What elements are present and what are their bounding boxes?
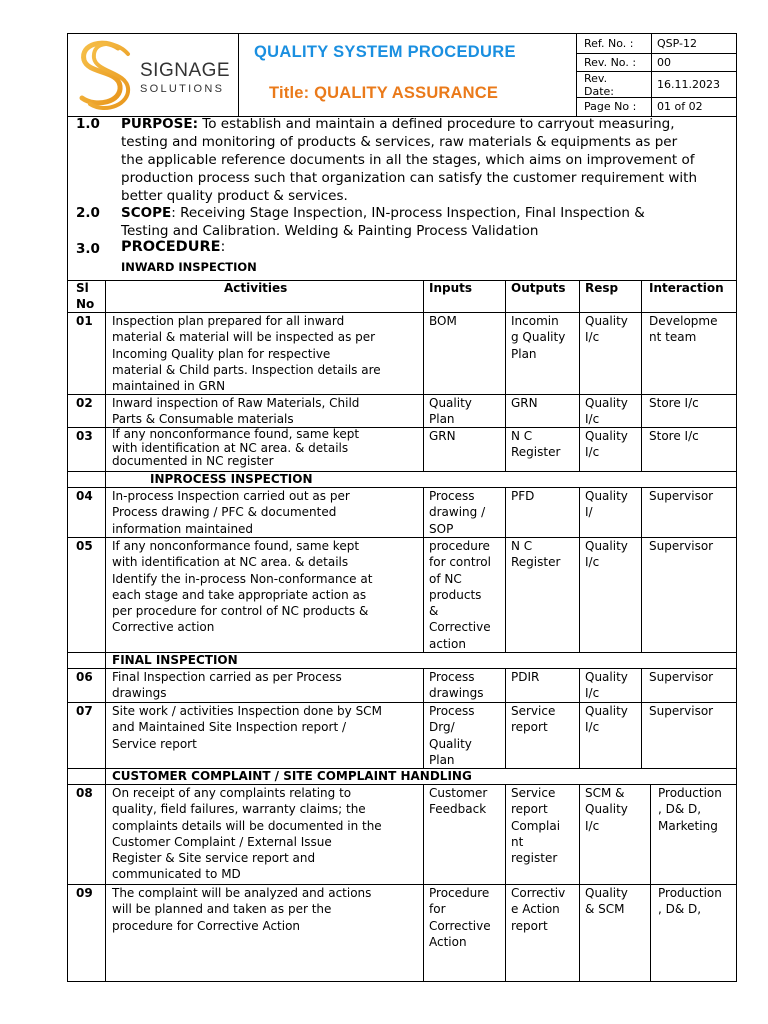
cell-line: with identification at NC area. & details: [112, 555, 349, 570]
cell-line: Production: [658, 886, 722, 900]
interaction-cell: [649, 395, 699, 411]
cell-line: Corrective: [429, 620, 491, 635]
cell-line: Service: [511, 704, 556, 718]
outputs-cell: [511, 669, 539, 685]
cell-line: g Quality: [511, 330, 566, 345]
inputs-cell: [429, 428, 456, 444]
cell-line: report: [511, 802, 548, 817]
purpose-section: [121, 115, 736, 205]
purpose-line: To establish and maintain a defined procedure to carryout measuring,: [202, 116, 675, 132]
cell-line: I/c: [585, 686, 600, 701]
interaction-cell: [649, 313, 717, 346]
cell-line: Supervisor: [649, 704, 714, 718]
rev-no-value: 00: [657, 56, 671, 69]
cell-line: Customer Complaint / External Issue: [112, 834, 332, 849]
logo-subtitle: SOLUTIONS: [140, 83, 225, 95]
cell-line: Quality: [585, 539, 628, 553]
activity-cell: [112, 885, 371, 934]
inputs-cell: [429, 669, 484, 702]
interaction-cell: [658, 885, 722, 918]
cell-line: Quality: [585, 886, 628, 900]
cell-line: Site work / activities Inspection done by SCM: [112, 704, 382, 718]
cell-line: I/c: [585, 330, 600, 345]
cell-line: GRN: [511, 396, 538, 410]
cell-line: drawing /: [429, 505, 486, 520]
cell-line: nt team: [649, 330, 697, 345]
interaction-cell: [649, 428, 699, 444]
cell-line: Supervisor: [649, 670, 714, 684]
page-no-value: 01 of 02: [657, 100, 703, 113]
col-header-activities: Activities: [224, 281, 288, 295]
cell-line: Action: [429, 934, 467, 949]
interaction-cell: [649, 538, 713, 554]
cell-line: Parts & Consumable materials: [112, 412, 294, 427]
scope-number: 2.0: [76, 205, 100, 221]
outputs-cell: [511, 488, 534, 504]
final-inspection-heading: FINAL INSPECTION: [112, 653, 238, 667]
sl-no-cell: 04: [76, 489, 93, 503]
cell-line: If any nonconformance found, same kept: [112, 539, 360, 553]
cell-line: Process drawing / PFC & documented: [112, 505, 337, 520]
cell-line: Quality: [585, 802, 628, 817]
cell-line: nt: [511, 834, 524, 849]
inputs-cell: [429, 785, 487, 818]
cell-line: &: [429, 604, 439, 619]
cell-line: In-process Inspection carried out as per: [112, 489, 350, 503]
cell-line: products: [429, 587, 482, 602]
col-header-sl-line: No: [76, 297, 95, 311]
cell-line: Quality: [585, 429, 628, 443]
cell-line: e Action: [511, 902, 560, 917]
resp-cell: [585, 703, 628, 736]
cell-line: I/c: [585, 445, 600, 460]
sl-no-cell: 09: [76, 886, 93, 900]
cell-line: Incoming Quality plan for respective: [112, 346, 331, 361]
outputs-cell: [511, 885, 565, 934]
activity-cell: [112, 703, 382, 752]
outputs-cell: [511, 428, 560, 461]
activity-cell: [112, 395, 359, 428]
company-logo: [74, 38, 234, 113]
cell-line: communicated to MD: [112, 867, 241, 882]
outputs-cell: [511, 313, 565, 362]
resp-cell: [585, 785, 628, 834]
document-page: [67, 33, 737, 982]
purpose-label: PURPOSE:: [121, 116, 198, 132]
cell-line: BOM: [429, 314, 457, 328]
ref-no-label: Ref. No. :: [584, 37, 634, 50]
cell-line: Plan: [429, 752, 455, 767]
cell-line: for: [429, 902, 446, 917]
page-no-label: Page No :: [584, 100, 637, 113]
sl-no-cell: 03: [76, 429, 93, 443]
resp-cell: [585, 313, 628, 346]
inputs-cell: [429, 488, 485, 537]
activity-cell: [112, 538, 372, 636]
cell-line: material & Child parts. Inspection details are: [112, 362, 381, 377]
col-header-interaction: Interaction: [649, 281, 724, 295]
resp-cell: [585, 488, 628, 521]
procedure-title: QUALITY SYSTEM PROCEDURE: [254, 43, 516, 61]
scope-label: SCOPE: [121, 205, 172, 221]
scope-section: [121, 204, 736, 240]
cell-line: Production: [658, 786, 722, 800]
cell-line: Inspection plan prepared for all inward: [112, 314, 345, 328]
logo-s-mark-icon: [74, 38, 136, 112]
cell-line: action: [429, 636, 466, 651]
procedure-number: 3.0: [76, 241, 100, 257]
cell-line: SOP: [429, 521, 454, 536]
cell-line: I/c: [585, 720, 600, 735]
resp-cell: [585, 669, 628, 702]
cell-line: Register: [511, 445, 561, 460]
cell-line: each stage and take appropriate action as: [112, 587, 367, 602]
col-header-inputs: Inputs: [429, 281, 473, 295]
cell-line: for control: [429, 555, 491, 570]
cell-line: & SCM: [585, 902, 625, 917]
cell-line: procedure: [429, 539, 490, 553]
outputs-cell: [511, 785, 560, 866]
inputs-cell: [429, 885, 491, 950]
activity-cell: [112, 785, 382, 883]
cell-line: Process: [429, 704, 475, 718]
cell-line: If any nonconformance found, same kept: [112, 427, 360, 441]
cell-line: Store I/c: [649, 396, 699, 410]
cell-line: Customer: [429, 786, 488, 800]
resp-cell: [585, 885, 628, 918]
cell-line: Plan: [511, 346, 537, 361]
cell-line: material & material will be inspected as per: [112, 330, 376, 345]
sl-no-cell: 05: [76, 539, 93, 553]
cell-line: Service: [511, 786, 556, 800]
interaction-cell: [649, 669, 713, 685]
document-subtitle: Title: QUALITY ASSURANCE: [269, 84, 499, 102]
cell-line: with identification at NC area. & details: [112, 440, 349, 455]
inprocess-inspection-heading: INPROCESS INSPECTION: [150, 472, 313, 486]
cell-line: I/: [585, 505, 593, 520]
cell-line: documented in NC register: [112, 454, 274, 468]
cell-line: Final Inspection carried as per Process: [112, 670, 342, 684]
cell-line: report: [511, 720, 548, 735]
cell-line: and Maintained Site Inspection report /: [112, 720, 347, 735]
sl-no-cell: 02: [76, 396, 93, 410]
cell-line: of NC: [429, 571, 462, 586]
sl-no-cell: 01: [76, 314, 93, 328]
cell-line: will be planned and taken as per the: [112, 902, 332, 917]
col-header-sl-line: Sl: [76, 281, 89, 295]
outputs-cell: [511, 395, 538, 411]
interaction-cell: [649, 488, 713, 504]
ref-no-value: QSP-12: [657, 37, 697, 50]
cell-line: Process: [429, 670, 475, 684]
cell-line: Complai: [511, 818, 561, 833]
cell-line: Inward inspection of Raw Materials, Child: [112, 396, 360, 410]
cell-line: Identify the in-process Non-conformance at: [112, 571, 373, 586]
procedure-label: PROCEDURE: [121, 239, 221, 255]
cell-line: On receipt of any complaints relating to: [112, 786, 352, 800]
cell-line: Incomin: [511, 314, 559, 328]
rev-date-value: 16.11.2023: [657, 78, 720, 91]
cell-line: Quality: [585, 314, 628, 328]
procedure-colon: :: [220, 239, 226, 255]
complaint-handling-heading: CUSTOMER COMPLAINT / SITE COMPLAINT HANDLING: [112, 769, 472, 783]
sl-no-cell: 08: [76, 786, 93, 800]
activity-cell: [112, 428, 359, 469]
col-header-resp: Resp: [585, 281, 619, 295]
cell-line: information maintained: [112, 521, 254, 536]
rev-date-label: Rev. Date:: [584, 72, 614, 98]
resp-cell: [585, 538, 628, 571]
cell-line: PDIR: [511, 670, 540, 684]
cell-line: Quality: [585, 670, 628, 684]
col-header-sl: [76, 280, 94, 312]
inward-inspection-heading: INWARD INSPECTION: [121, 260, 257, 274]
cell-line: Plan: [429, 412, 455, 427]
cell-line: , D& D,: [658, 802, 702, 817]
purpose-number: 1.0: [76, 116, 100, 132]
interaction-cell: [649, 703, 713, 719]
cell-line: Developme: [649, 314, 718, 328]
resp-cell: [585, 395, 628, 428]
inputs-cell: [429, 395, 472, 428]
cell-line: GRN: [429, 429, 456, 443]
cell-line: per procedure for control of NC products &: [112, 604, 369, 619]
cell-line: N C: [511, 539, 533, 553]
cell-line: Corrective action: [112, 620, 215, 635]
outputs-cell: [511, 703, 555, 736]
purpose-line: the applicable reference documents in all the stages, which aims on improvement of: [121, 152, 695, 168]
purpose-line: production process such that organization can satisfy the customer requirement with: [121, 170, 698, 186]
cell-line: I/c: [585, 818, 600, 833]
cell-line: Quality: [429, 736, 472, 751]
cell-line: Process: [429, 489, 475, 503]
inputs-cell: [429, 703, 475, 768]
cell-line: PFD: [511, 489, 535, 503]
cell-line: drawings: [429, 686, 484, 701]
cell-line: Drg/: [429, 720, 455, 735]
cell-line: Corrective: [429, 918, 491, 933]
cell-line: Service report: [112, 736, 197, 751]
cell-line: N C: [511, 429, 533, 443]
cell-line: Correctiv: [511, 886, 566, 900]
cell-line: The complaint will be analyzed and actions: [112, 886, 372, 900]
cell-line: register: [511, 851, 558, 866]
activity-cell: [112, 669, 342, 702]
inputs-cell: [429, 538, 491, 652]
interaction-cell: [658, 785, 722, 834]
cell-line: Register: [511, 555, 561, 570]
cell-line: drawings: [112, 686, 167, 701]
scope-line: Testing and Calibration. Welding & Painting Process Validation: [121, 223, 539, 239]
cell-line: I/c: [585, 412, 600, 427]
sl-no-cell: 07: [76, 704, 93, 718]
cell-line: quality, field failures, warranty claims; the: [112, 802, 366, 817]
procedure-heading: [121, 239, 225, 255]
cell-line: complaints details will be documented in the: [112, 818, 382, 833]
activity-cell: [112, 488, 350, 537]
cell-line: Feedback: [429, 802, 487, 817]
cell-line: Marketing: [658, 818, 718, 833]
rev-no-label: Rev. No. :: [584, 56, 637, 69]
cell-line: , D& D,: [658, 902, 702, 917]
col-header-outputs: Outputs: [511, 281, 566, 295]
cell-line: Quality: [585, 704, 628, 718]
outputs-cell: [511, 538, 560, 571]
cell-line: Quality: [429, 396, 472, 410]
resp-cell: [585, 428, 628, 461]
cell-line: I/c: [585, 555, 600, 570]
cell-line: report: [511, 918, 548, 933]
scope-line: : Receiving Stage Inspection, IN-process Inspection, Final Inspection &: [171, 205, 645, 221]
activity-cell: [112, 313, 381, 394]
cell-line: Register & Site service report and: [112, 851, 316, 866]
cell-line: Store I/c: [649, 429, 699, 443]
cell-line: Supervisor: [649, 539, 714, 553]
purpose-line: testing and monitoring of products & services, raw materials & equipments as per: [121, 134, 678, 150]
purpose-line: better quality product & services.: [121, 188, 348, 204]
cell-line: Quality: [585, 489, 628, 503]
cell-line: maintained in GRN: [112, 379, 226, 394]
cell-line: Supervisor: [649, 489, 714, 503]
sl-no-cell: 06: [76, 670, 93, 684]
cell-line: procedure for Corrective Action: [112, 918, 301, 933]
cell-line: Quality: [585, 396, 628, 410]
logo-name: SIGNAGE: [140, 60, 231, 81]
inputs-cell: [429, 313, 457, 329]
cell-line: Procedure: [429, 886, 490, 900]
cell-line: SCM &: [585, 786, 625, 800]
